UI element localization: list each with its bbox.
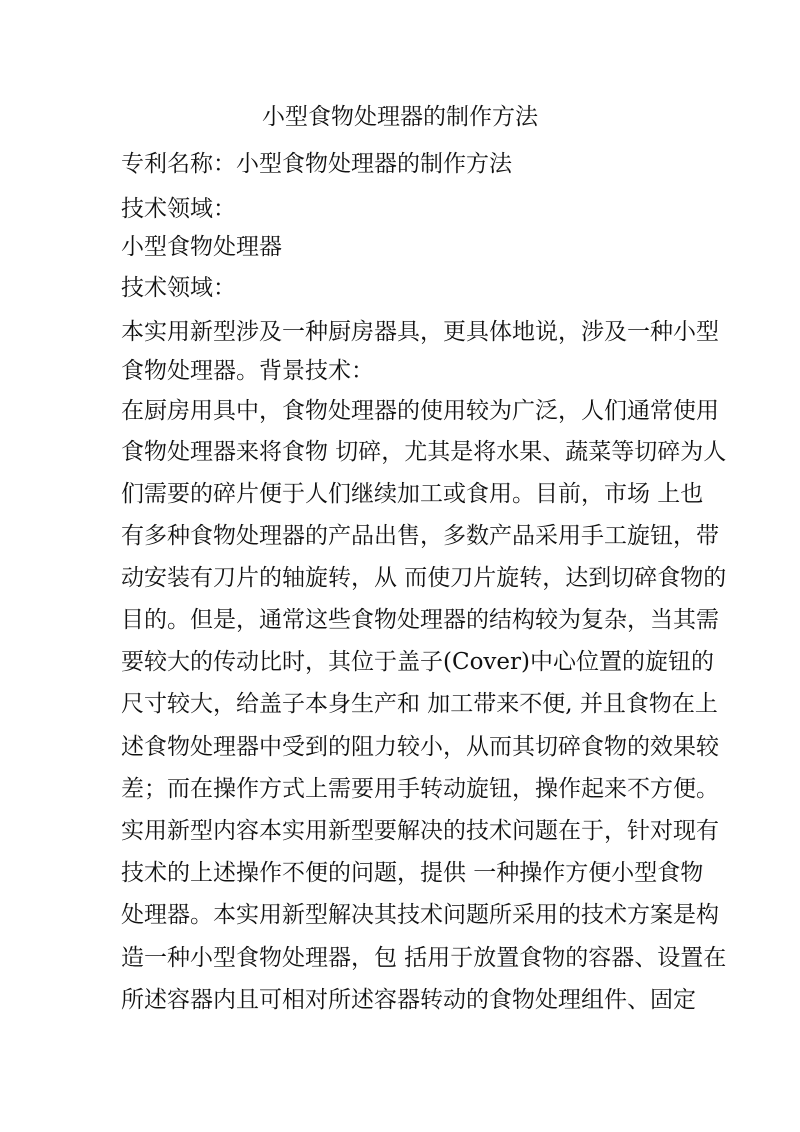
text-line: 食物处理器来将食物 切碎，尤其是将水果、蔬菜等切碎为人 bbox=[121, 439, 727, 465]
text-line: 处理器。本实用新型解决其技术问题所采用的技术方案是构 bbox=[121, 902, 719, 928]
text-line: 有多种食物处理器的产品出售，多数产品采用手工旋钮，带 bbox=[121, 523, 719, 549]
section-heading-technical-field: 技术领域： bbox=[121, 196, 236, 222]
text-line: 本实用新型涉及一种厨房器具，更具体地说，涉及一种小型 bbox=[121, 319, 719, 345]
text-line: 在厨房用具中，食物处理器的使用较为广泛，人们通常使用 bbox=[121, 398, 719, 424]
text-line: 食物处理器。背景技术： bbox=[121, 358, 374, 384]
text-line: 尺寸较大，给盖子本身生产和 加工带来不便, 并且食物在上 bbox=[121, 691, 718, 717]
section-heading-technical-field: 技术领域： bbox=[121, 275, 236, 301]
text-line: 们需要的碎片便于人们继续加工或食用。目前，市场 上也 bbox=[121, 481, 704, 507]
text-line: 小型食物处理器 bbox=[121, 234, 282, 260]
text-line: 述食物处理器中受到的阻力较小，从而其切碎食物的效果较 bbox=[121, 734, 719, 760]
text-line: 造一种小型食物处理器，包 括用于放置食物的容器、设置在 bbox=[121, 945, 727, 971]
patent-name-line: 专利名称：小型食物处理器的制作方法 bbox=[121, 151, 512, 177]
document-title: 小型食物处理器的制作方法 bbox=[262, 104, 538, 130]
text-line: 所述容器内且可相对所述容器转动的食物处理组件、固定 bbox=[121, 987, 696, 1013]
text-line: 差；而在操作方式上需要用手转动旋钮，操作起来不方便。 bbox=[121, 776, 719, 802]
text-line: 技术的上述操作不便的问题，提供 一种操作方便小型食物 bbox=[121, 860, 704, 886]
text-line: 要较大的传动比时，其位于盖子(Cover)中心位置的旋钮的 bbox=[121, 649, 714, 675]
text-line: 动安装有刀片的轴旋转，从 而使刀片旋转，达到切碎食物的 bbox=[121, 565, 727, 591]
text-line: 目的。但是，通常这些食物处理器的结构较为复杂，当其需 bbox=[121, 607, 719, 633]
text-line: 实用新型内容本实用新型要解决的技术问题在于，针对现有 bbox=[121, 818, 719, 844]
